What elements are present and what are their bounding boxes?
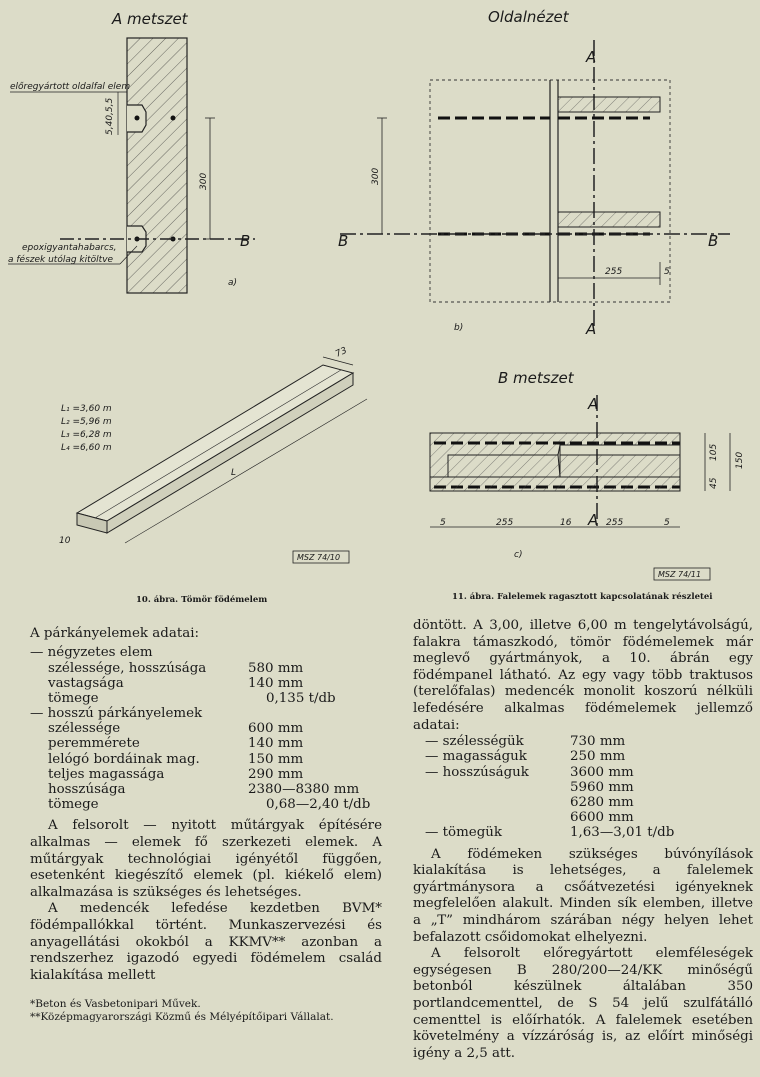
section-b-marker: B	[240, 232, 251, 250]
dim-small: 5,40,5,5	[105, 97, 115, 135]
spec-table-3	[413, 734, 753, 840]
parkany-heading: A párkányelemek adatai:	[30, 626, 199, 641]
group2-title: — hosszú párkányelemek	[30, 706, 203, 722]
spec-label	[425, 795, 570, 810]
section-b-left: B	[338, 232, 349, 250]
stamp-10: MSZ 74/10	[297, 553, 341, 562]
spec-value: 730 mm	[570, 734, 626, 750]
figure-a-section	[0, 0, 260, 300]
dim-b-5b: 5	[664, 518, 670, 528]
spec-label: szélessége	[48, 721, 121, 737]
section-a-top: A	[586, 48, 597, 66]
dim-b-16: 16	[560, 518, 572, 528]
spec-label: peremmérete	[48, 736, 140, 752]
spec-label: lelógó bordáinak mag.	[48, 751, 200, 767]
figure-b-sub: c)	[514, 550, 523, 560]
dim-255-side: 255	[605, 267, 623, 277]
dim-300: 300	[199, 172, 209, 190]
paragraph-left-1: A felsorolt — nyitott műtárgyak építésére alkalmas — elemek fő szerkezeti elemek. A műtárgyak technológiai igényétől függően, esetenként kiegészítő elemek (pl. kiékelő elem) alkalmazása is szükséges és lehetséges.	[30, 818, 382, 900]
spec-value: 150 mm	[248, 751, 304, 767]
label-epoxy-1: epoxigyantahabarcs,	[22, 243, 117, 253]
spec-value: 0,135 t/db	[266, 691, 336, 706]
spec-label: szélessége, hosszúsága	[48, 660, 207, 676]
footnotes	[30, 998, 382, 1023]
spec-value: 5960 mm	[570, 779, 634, 795]
spec-value: 580 mm	[248, 660, 304, 676]
footnote-1: *Beton és Vasbetonipari Művek.	[30, 998, 201, 1011]
spec-label: — tömegük	[425, 825, 503, 841]
spec-table-2	[30, 721, 382, 812]
spec-label: — szélességük	[425, 734, 524, 750]
dim-l: L	[231, 468, 237, 478]
figure-b-section	[420, 365, 760, 585]
spec-value: 290 mm	[248, 766, 304, 782]
length-l3: L₃ =6,28 m	[61, 430, 112, 440]
paragraph-right-1: döntött. A 3,00, illetve 6,00 m tengelytávolságú, falakra támaszkodó, tömör födémelemek már meglevő gyártmányok, a 10. ábrán egy födémpanel látható. Az egy vagy több traktusos (terelőfalas) medencék monolit koszorú nélküli lefedésére alkalmas födémelemek jellemző adatai:	[413, 618, 753, 733]
spec-table-1	[30, 661, 382, 707]
right-column	[413, 618, 753, 1062]
spec-value: 140 mm	[248, 675, 304, 691]
spec-value: 600 mm	[248, 721, 304, 737]
label-epoxy-2: a fészek utólag kitöltve	[8, 255, 114, 265]
spec-label: — hosszúságuk	[425, 764, 529, 780]
label-prefab-element: előregyártott oldalfal elem	[10, 82, 131, 92]
spec-label	[425, 810, 570, 825]
spec-label: — magasságuk	[425, 749, 527, 765]
spec-label: tömege	[48, 797, 99, 813]
section-a-bottom: A	[586, 320, 597, 338]
left-column	[30, 626, 382, 1023]
wall-element	[127, 38, 187, 293]
spec-value: 250 mm	[570, 749, 626, 765]
section-a-b-top: A	[588, 395, 599, 413]
dim-300-side: 300	[371, 167, 381, 185]
spec-value: 2380—8380 mm	[248, 782, 360, 798]
spec-value: 0,68—2,40 t/db	[266, 797, 371, 813]
dim-b-5a: 5	[440, 518, 446, 528]
spec-label: teljes magassága	[48, 766, 165, 782]
length-l1: L₁ =3,60 m	[61, 404, 112, 414]
spec-label: tömege	[48, 691, 99, 706]
figure-10-slab	[55, 335, 375, 595]
spec-label: hosszúsága	[48, 782, 126, 798]
svg-text:10: 10	[59, 536, 71, 546]
footnote-2: **Középmagyarországi Közmű és Mélyépítőipari Vállalat.	[30, 1010, 334, 1023]
figure-a-sub: a)	[228, 278, 238, 288]
spec-value: 6600 mm	[570, 810, 634, 826]
dim-45: 45	[709, 477, 719, 489]
paragraph-left-2: A medencék lefedése kezdetben BVM* födémpallókkal történt. Munkaszervezési és anyagellátási okokból a KKMV** azonban a rendszerhez igazodó egyedi födémelem család kialakítása mellett	[30, 901, 382, 983]
dim-b-255a: 255	[496, 518, 514, 528]
caption-11: 11. ábra. Falelemek ragasztott kapcsolatának részletei	[452, 592, 713, 602]
figure-side-sub: b)	[454, 323, 464, 333]
section-b-right: B	[708, 232, 719, 250]
spec-value: 140 mm	[248, 736, 304, 752]
figure-b-title: B metszet	[498, 369, 574, 387]
figure-a-title: A metszet	[112, 10, 188, 28]
paragraph-right-3: A felsorolt előregyártott elemféleségek egységesen B 280/200—24/KK minőségű betonból készülnek általában 350 portlandcementtel, de S 54 jelű szulfátálló cementtel is előírhatók. A falelemek esetében követelmény a vízzáróság is, az előírt minőségi igény a 2,5 att.	[413, 946, 753, 1061]
spec-value: 1,63—3,01 t/db	[570, 825, 675, 841]
dim-5-side: 5	[664, 267, 670, 277]
figure-side-title: Oldalnézet	[488, 8, 569, 26]
section-a-b-bottom: A	[588, 511, 599, 529]
stamp-11: MSZ 74/11	[658, 570, 702, 579]
length-l2: L₂ =5,96 m	[61, 417, 112, 427]
dim-105: 105	[709, 443, 719, 461]
paragraph-right-2: A födémeken szükséges búvónyílások kialakítása is lehetséges, a falelemek gyártmánysora a csőátvezetési igényeknek megfelelően alakult. Minden sík elemben, illetve a „T” mindhárom szárában négy helyen lehet befalazott csőidomokat elhelyezni.	[413, 846, 753, 945]
dim-b-255b: 255	[606, 518, 624, 528]
spec-label	[425, 780, 570, 795]
dim-73: 73	[334, 345, 349, 360]
caption-10: 10. ábra. Tömör födémelem	[136, 595, 268, 605]
dim-150: 150	[735, 451, 745, 469]
figure-side-view	[330, 0, 760, 340]
spec-label: vastagsága	[48, 675, 124, 691]
group1-title: — négyzetes elem	[30, 644, 153, 660]
spec-value: 3600 mm	[570, 764, 634, 780]
length-l4: L₄ =6,60 m	[61, 443, 112, 453]
spec-value: 6280 mm	[570, 794, 634, 810]
